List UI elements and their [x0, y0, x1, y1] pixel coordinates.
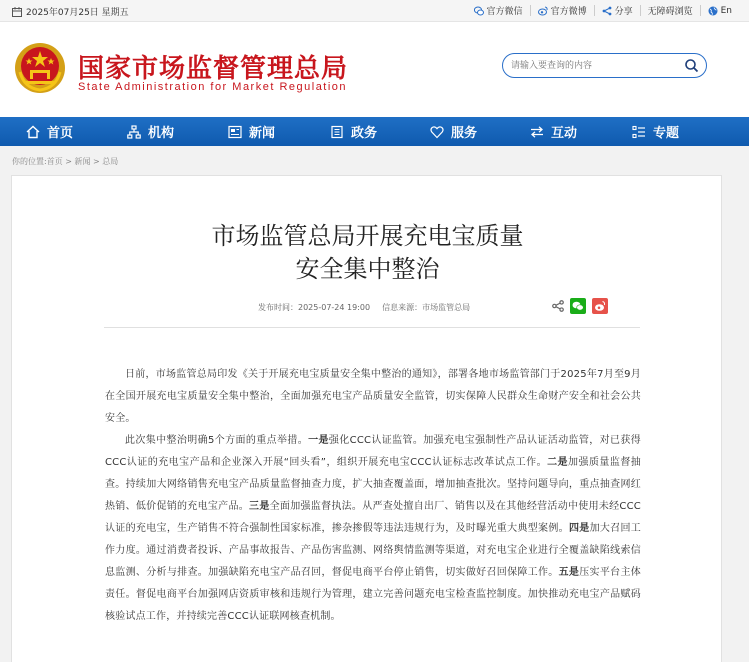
- p2-point-5-marker: 五是: [558, 567, 580, 578]
- p2-point-2-marker: 二是: [547, 457, 569, 468]
- english-link-label: En: [720, 5, 732, 16]
- p2-point-1-marker: 一是: [308, 435, 329, 446]
- article-meta: [258, 302, 470, 313]
- nav-services[interactable]: [430, 117, 477, 146]
- p2-point-2: 加强质量监督抽查。持续加大网络销售充电宝产品质量监督抽查力度，扩大抽查覆盖面，增加抽查批次。坚持问题导向，重点抽查网红热销、低价促销的充电宝产品。: [105, 457, 641, 512]
- wechat-link-label: 官方微信: [486, 7, 523, 17]
- breadcrumb[interactable]: 你的位置:首页 > 新闻 > 总局: [12, 157, 119, 166]
- search-input[interactable]: [511, 58, 681, 73]
- publish-time: 发布时间：2025-07-24 19:00: [258, 303, 371, 312]
- p2-point-5: 压实平台主体责任。督促电商平台加强网店资质审核和违规行为管理，建立完善问题充电宝检查监控制度。加快推动充电宝产品赋码核验试点工作，并持续完善CCC认证联网核查机制。: [105, 567, 641, 622]
- date-display: [12, 5, 129, 18]
- share-link[interactable]: [594, 5, 640, 16]
- nav-government-affairs-label: 政务: [351, 126, 378, 141]
- nav-news-label: 新闻: [249, 126, 276, 141]
- home-icon: [26, 125, 40, 139]
- nav-topics-label: 专题: [653, 126, 680, 141]
- search-box: [502, 53, 707, 78]
- share-icon[interactable]: [552, 300, 564, 312]
- nav-home[interactable]: [26, 117, 73, 146]
- list-icon: [632, 125, 646, 139]
- heart-icon: [430, 125, 444, 139]
- nav-organization[interactable]: [127, 117, 174, 146]
- nav-government-affairs[interactable]: [330, 117, 377, 146]
- wechat-link[interactable]: [467, 5, 530, 16]
- share-weibo-button[interactable]: [592, 298, 608, 314]
- accessibility-link-label: 无障碍浏览: [647, 7, 693, 17]
- nav-organization-label: 机构: [148, 126, 175, 141]
- p2-point-3-marker: 三是: [249, 501, 270, 512]
- wechat-icon: [474, 6, 484, 16]
- globe-icon: [708, 6, 718, 16]
- weibo-link[interactable]: [530, 5, 594, 16]
- search-icon[interactable]: [684, 58, 699, 73]
- national-emblem-icon: [14, 42, 66, 94]
- p2-intro: 此次集中整治明确5个方面的重点举措。: [125, 435, 309, 446]
- exchange-arrows-icon: [530, 125, 544, 139]
- weibo-icon: [594, 300, 606, 312]
- nav-interaction[interactable]: [530, 117, 577, 146]
- share-icon: [602, 6, 612, 16]
- news-icon: [228, 125, 242, 139]
- share-link-label: 分享: [614, 7, 633, 17]
- article-card: [11, 175, 722, 662]
- nav-topics[interactable]: [632, 117, 679, 146]
- weibo-icon: [538, 6, 548, 16]
- article-title-line-1: 市场监管总局开展充电宝质量: [211, 222, 524, 250]
- share-wechat-button[interactable]: [570, 298, 586, 314]
- nav-interaction-label: 互动: [551, 126, 578, 141]
- brand-name-cn: 国家市场监督管理总局: [78, 54, 349, 84]
- nav-services-label: 服务: [451, 126, 478, 141]
- article-paragraph-2: [105, 430, 641, 628]
- info-source: 信息来源：市场监管总局: [382, 303, 471, 312]
- nav-home-label: 首页: [47, 126, 74, 141]
- main-nav: [0, 117, 749, 146]
- accessibility-link[interactable]: [640, 5, 700, 16]
- building-icon: [330, 125, 344, 139]
- article-title-line-2: 安全集中整治: [295, 255, 440, 283]
- date-text: 2025年07月25日 星期五: [26, 8, 129, 18]
- p2-point-3: 全面加强监督执法。从严查处擅自出厂、销售以及在其他经营活动中使用未经CCC认证的充电宝，生产销售不符合强制性国家标准，掺杂掺假等违法违规行为，及时曝光重大典型案例。: [105, 501, 641, 534]
- nav-news[interactable]: [228, 117, 275, 146]
- brand-name-en: State Administration for Market Regulation: [78, 81, 348, 93]
- wechat-icon: [572, 300, 584, 312]
- top-bar: [0, 0, 749, 22]
- p2-point-1: 强化CCC认证监管。加强充电宝强制性产品认证活动监管，对已获得CCC认证的充电宝产品和企业深入开展“回头看”，组织开展充电宝CCC认证标志改革试点工作。: [105, 435, 641, 468]
- site-header: [0, 22, 749, 117]
- article-divider: [104, 327, 640, 328]
- article-title: [12, 220, 723, 286]
- article-paragraph-1: 日前，市场监管总局印发《关于开展充电宝质量安全集中整治的通知》，部署各地市场监管部门于2025年7月至9月在全国开展充电宝质量安全集中整治，全面加强充电宝产品质量安全监管，切实保障人民群众生命财产安全和社会公共安全。: [105, 369, 641, 424]
- share-bar: [552, 298, 608, 314]
- english-link[interactable]: [700, 5, 739, 16]
- p2-point-4-marker: 四是: [568, 523, 590, 534]
- p2-point-4: 加大召回工作力度。通过消费者投诉、产品事故报告、产品伤害监测、网络舆情监测等渠道，对充电宝企业进行全覆盖缺陷线索信息监测、分析与排查。加强缺陷充电宝产品召回，督促电商平台停止销售，切实做好召回保障工作。: [105, 523, 642, 578]
- article-body: [105, 364, 641, 628]
- org-chart-icon: [127, 125, 141, 139]
- weibo-link-label: 官方微博: [550, 7, 587, 17]
- calendar-icon: [12, 7, 22, 17]
